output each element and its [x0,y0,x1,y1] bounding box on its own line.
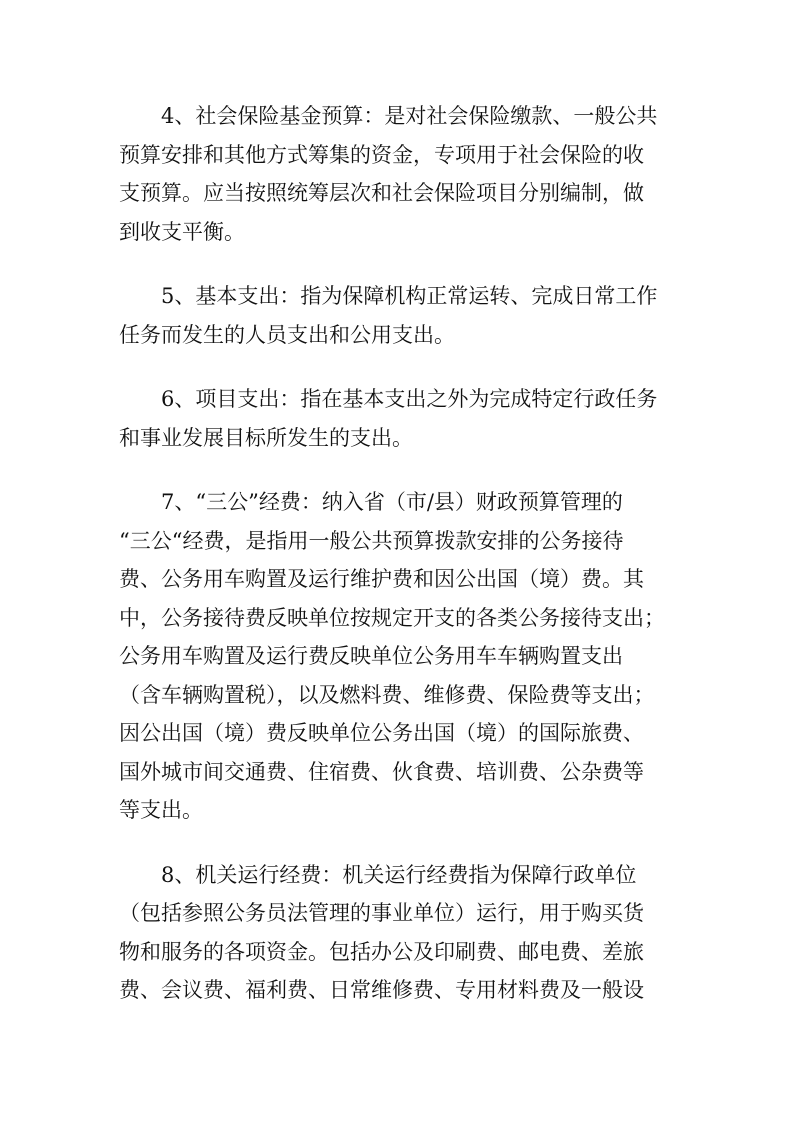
paragraph-basic-expenditure [119,277,684,354]
text-line: 公务用车购置及运行费反映单位公务用车车辆购置支出 [119,644,623,668]
text-line: 因公出国（境）费反映单位公务出国（境）的国际旅费、 [119,721,644,745]
paragraph-social-insurance-budget [119,97,684,251]
text-line: （包括参照公务员法管理的事业单位）运行，用于购买货 [119,901,644,925]
text-line: 支预算。应当按照统筹层次和社会保险项目分别编制，做 [119,181,644,205]
text-line: 7、“三公”经费：纳入省（市/县）财政预算管理的 [161,490,623,514]
text-line: 预算安排和其他方式筹集的资金，专项用于社会保险的收 [119,142,644,167]
text-line: 物和服务的各项资金。包括办公及印刷费、邮电费、差旅 [119,939,644,964]
document-page [119,97,684,1036]
text-line: 和事业发展目标所发生的支出。 [119,425,413,450]
text-line: 费、会议费、福利费、日常维修费、专用材料费及一般设 [119,978,644,1002]
text-line: 任务而发生的人员支出和公用支出。 [119,322,455,347]
text-line: 中，公务接待费反映单位按规定开支的各类公务接待支出； [119,605,665,630]
text-line: 等支出。 [119,798,203,822]
text-line: 费、公务用车购置及运行维护费和因公出国（境）费。其 [119,567,644,591]
text-line: 到收支平衡。 [119,219,245,244]
text-line: “三公“经费，是指用一般公共预算拨款安排的公务接待 [119,528,624,553]
text-line: （含车辆购置税），以及燃料费、维修费、保险费等支出； [119,682,655,707]
text-line: 4、社会保险基金预算：是对社会保险缴款、一般公共 [161,104,658,128]
text-line: 国外城市间交通费、住宿费、伙食费、培训费、公杂费等 [119,759,644,784]
paragraph-three-public-expenses [119,483,684,830]
paragraph-project-expenditure [119,380,684,457]
text-line: 8、机关运行经费：机关运行经费指为保障行政单位 [161,862,637,887]
paragraph-agency-operating-funds [119,856,684,1010]
text-line: 6、项目支出：指在基本支出之外为完成特定行政任务 [161,387,658,411]
text-line: 5、基本支出：指为保障机构正常运转、完成日常工作 [161,284,658,308]
